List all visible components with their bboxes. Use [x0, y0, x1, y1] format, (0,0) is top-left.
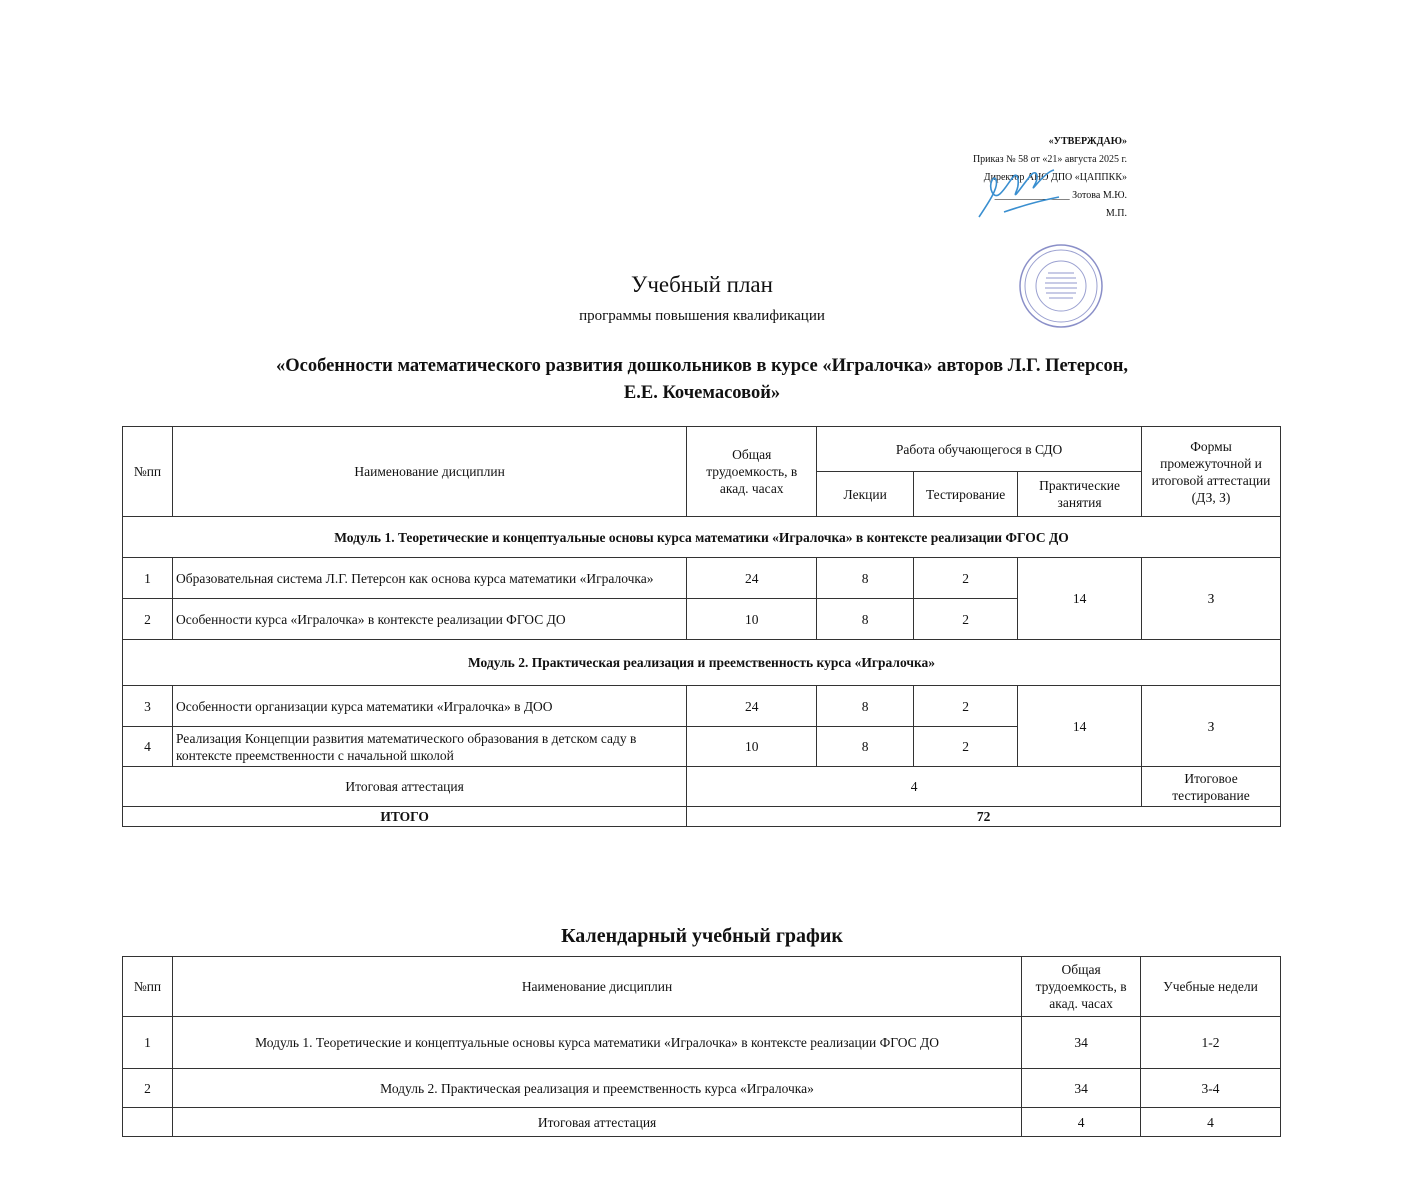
cal-row-num: 2 — [123, 1069, 173, 1108]
table-row — [123, 686, 1281, 727]
final-attestation-row — [123, 767, 1281, 807]
total-label: ИТОГО — [123, 807, 687, 827]
row-lectures: 8 — [817, 686, 914, 727]
row-testing: 2 — [914, 727, 1018, 767]
approval-signer: _______________ Зотова М.Ю. — [994, 190, 1127, 201]
calendar-table — [122, 956, 1281, 1137]
cal-header-name: Наименование дисциплин — [172, 957, 1021, 1017]
cal-row-total: 34 — [1022, 1069, 1141, 1108]
total-hours: 72 — [687, 807, 1281, 827]
header-testing: Тестирование — [914, 472, 1018, 517]
row-num: 2 — [123, 599, 173, 640]
row-num: 4 — [123, 727, 173, 767]
cal-header-num: №пп — [123, 957, 173, 1017]
module-title: Модуль 1. Теоретические и концептуальные основы курса математики «Игралочка» в контексте реализации ФГОС ДО — [123, 517, 1281, 558]
cal-row-name: Модуль 2. Практическая реализация и преемственность курса «Игралочка» — [172, 1069, 1021, 1108]
cal-header-weeks: Учебные недели — [1141, 957, 1281, 1017]
final-attestation-label: Итоговая аттестация — [123, 767, 687, 807]
cal-row-total: 34 — [1022, 1017, 1141, 1069]
module-practice: 14 — [1018, 558, 1142, 640]
row-name: Реализация Концепции развития математического образования в детском саду в контексте преемственности с начальной школой — [172, 727, 686, 767]
cal-row-num: 1 — [123, 1017, 173, 1069]
calendar-row — [123, 1069, 1281, 1108]
cal-row-name: Итоговая аттестация — [172, 1108, 1021, 1137]
module-title: Модуль 2. Практическая реализация и преемственность курса «Игралочка» — [123, 640, 1281, 686]
calendar-row — [123, 1017, 1281, 1069]
header-num: №пп — [123, 427, 173, 517]
header-lectures: Лекции — [817, 472, 914, 517]
row-testing: 2 — [914, 599, 1018, 640]
cal-row-weeks: 3-4 — [1141, 1069, 1281, 1108]
row-total: 10 — [687, 599, 817, 640]
header-practice: Практические занятия — [1018, 472, 1142, 517]
row-total: 10 — [687, 727, 817, 767]
cal-row-weeks: 1-2 — [1141, 1017, 1281, 1069]
program-name-line-2: Е.Е. Кочемасовой» — [623, 383, 781, 403]
calendar-row — [123, 1108, 1281, 1137]
document-subtitle: программы повышения квалификации — [579, 308, 825, 324]
module-practice: 14 — [1018, 686, 1142, 767]
cal-header-total: Общая трудоемкость, в акад. часах — [1022, 957, 1141, 1017]
cal-row-weeks: 4 — [1141, 1108, 1281, 1137]
module-row — [123, 640, 1281, 686]
approval-order: Приказ № 58 от «21» августа 2025 г. — [972, 154, 1127, 165]
header-forms: Формы промежуточной и итоговой аттестации (ДЗ, З) — [1142, 427, 1281, 517]
header-name: Наименование дисциплин — [172, 427, 686, 517]
row-lectures: 8 — [817, 727, 914, 767]
module-form: З — [1142, 558, 1281, 640]
cal-row-total: 4 — [1022, 1108, 1141, 1137]
approval-title: «УТВЕРЖДАЮ» — [1048, 136, 1127, 147]
module-form: З — [1142, 686, 1281, 767]
total-row — [123, 807, 1281, 827]
row-num: 1 — [123, 558, 173, 599]
header-sdo-group: Работа обучающегося в СДО — [817, 427, 1142, 472]
row-total: 24 — [687, 558, 817, 599]
row-num: 3 — [123, 686, 173, 727]
program-name-line-1: «Особенности математического развития дошкольников в курсе «Игралочка» авторов Л.Г. Петерсон, — [275, 356, 1129, 376]
row-name: Образовательная система Л.Г. Петерсон как основа курса математики «Игралочка» — [172, 558, 686, 599]
module-row — [123, 517, 1281, 558]
header-total: Общая трудоемкость, в акад. часах — [687, 427, 817, 517]
curriculum-table — [122, 426, 1281, 827]
row-name: Особенности организации курса математики «Игралочка» в ДОО — [172, 686, 686, 727]
final-attestation-form: Итоговое тестирование — [1142, 767, 1281, 807]
document-title: Учебный план — [631, 272, 773, 297]
approval-seal-place: М.П. — [1105, 208, 1127, 219]
approval-position: Директор АНО ДПО «ЦАППКК» — [983, 172, 1127, 183]
table-row — [123, 558, 1281, 599]
row-testing: 2 — [914, 686, 1018, 727]
row-testing: 2 — [914, 558, 1018, 599]
cal-row-name: Модуль 1. Теоретические и концептуальные основы курса математики «Игралочка» в контексте реализации ФГОС ДО — [172, 1017, 1021, 1069]
final-attestation-hours: 4 — [687, 767, 1142, 807]
program-name — [0, 353, 1404, 407]
row-name: Особенности курса «Игралочка» в контексте реализации ФГОС ДО — [172, 599, 686, 640]
calendar-title: Календарный учебный график — [561, 925, 843, 947]
row-lectures: 8 — [817, 599, 914, 640]
row-lectures: 8 — [817, 558, 914, 599]
signature-icon — [974, 162, 1064, 222]
cal-row-num — [123, 1108, 173, 1137]
row-total: 24 — [687, 686, 817, 727]
